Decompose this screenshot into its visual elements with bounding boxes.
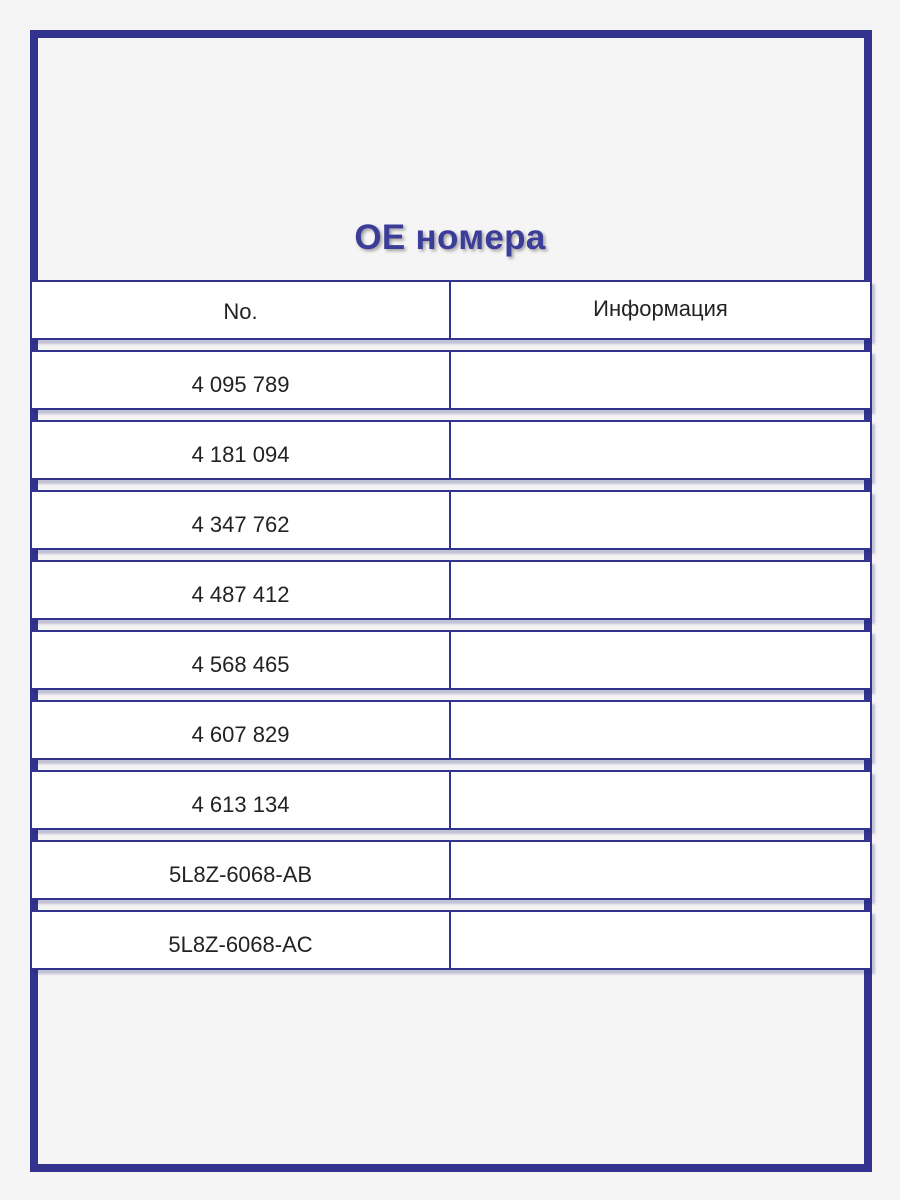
info-cell bbox=[451, 770, 872, 830]
table-row bbox=[30, 910, 872, 970]
oe-numbers-table bbox=[30, 280, 872, 980]
oe-number-cell: 4 487 412 bbox=[30, 560, 451, 620]
oe-number-cell: 4 613 134 bbox=[30, 770, 451, 830]
table-row bbox=[30, 700, 872, 760]
oe-number-cell: 4 607 829 bbox=[30, 700, 451, 760]
info-cell bbox=[451, 840, 872, 900]
table-row bbox=[30, 770, 872, 830]
info-cell bbox=[451, 560, 872, 620]
table-row bbox=[30, 490, 872, 550]
info-cell bbox=[451, 700, 872, 760]
table-row bbox=[30, 560, 872, 620]
info-cell bbox=[451, 420, 872, 480]
table-row bbox=[30, 840, 872, 900]
table-row bbox=[30, 350, 872, 410]
oe-number-cell: 4 568 465 bbox=[30, 630, 451, 690]
header-info: Информация bbox=[451, 280, 872, 340]
oe-number-cell: 5L8Z-6068-AB bbox=[30, 840, 451, 900]
oe-number-cell: 4 181 094 bbox=[30, 420, 451, 480]
info-cell bbox=[451, 490, 872, 550]
header-no: No. bbox=[30, 280, 451, 340]
table-row bbox=[30, 420, 872, 480]
oe-number-cell: 4 095 789 bbox=[30, 350, 451, 410]
oe-number-cell: 4 347 762 bbox=[30, 490, 451, 550]
page-title: OE номера bbox=[354, 218, 546, 257]
info-cell bbox=[451, 350, 872, 410]
info-cell bbox=[451, 910, 872, 970]
table-row bbox=[30, 630, 872, 690]
info-cell bbox=[451, 630, 872, 690]
oe-number-cell: 5L8Z-6068-AC bbox=[30, 910, 451, 970]
table-header-row bbox=[30, 280, 872, 340]
